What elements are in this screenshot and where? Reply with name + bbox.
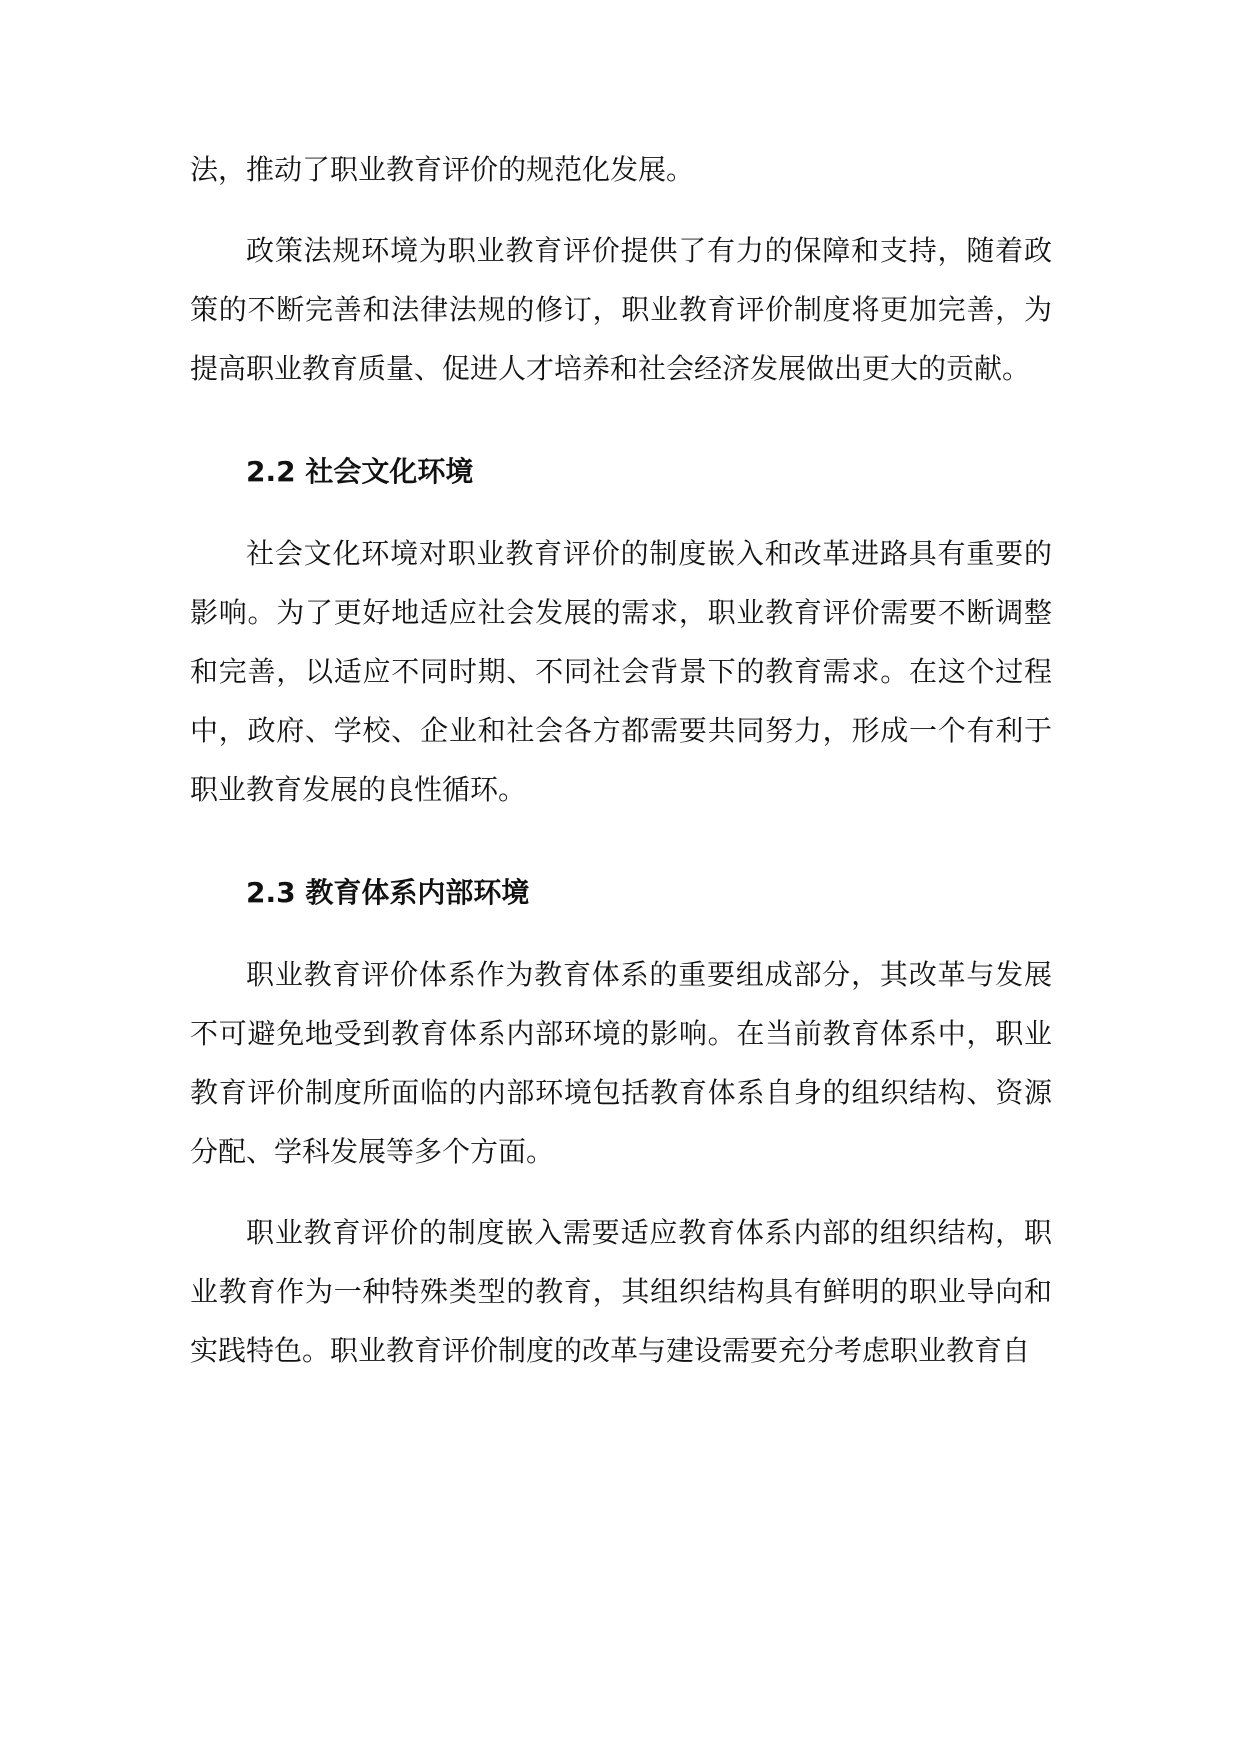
paragraph-continuation: 法，推动了职业教育评价的规范化发展。 <box>190 153 695 186</box>
paragraph-policy-environment-summary: 政策法规环境为职业教育评价提供了有力的保障和支持，随着政策的不断完善和法律法规的修订，职业教育评价制度将更加完善，为提高职业教育质量、促进人才培养和社会经济发展做出更大的贡献。 <box>190 234 1052 385</box>
spacer <box>190 502 1052 524</box>
paragraph-organizational-structure: 职业教育评价的制度嵌入需要适应教育体系内部的组织结构，职业教育作为一种特殊类型的教育，其组织结构具有鲜明的职业导向和实践特色。职业教育评价制度的改革与建设需要充分考虑职业教育自 <box>190 1216 1052 1367</box>
document-body <box>190 140 1052 1380</box>
spacer <box>190 398 1052 442</box>
section-heading-2-3: 2.3 教育体系内部环境 <box>246 876 530 909</box>
paragraph-internal-environment: 职业教育评价体系作为教育体系的重要组成部分，其改革与发展不可避免地受到教育体系内部环境的影响。在当前教育体系中，职业教育评价制度所面临的内部环境包括教育体系自身的组织结构、资源分配、学科发展等多个方面。 <box>190 958 1052 1168</box>
section-heading-2-2: 2.2 社会文化环境 <box>246 455 474 488</box>
spacer <box>190 1181 1052 1203</box>
spacer <box>190 199 1052 221</box>
paragraph-social-culture: 社会文化环境对职业教育评价的制度嵌入和改革进路具有重要的影响。为了更好地适应社会发展的需求，职业教育评价需要不断调整和完善，以适应不同时期、不同社会背景下的教育需求。在这个过程中，政府、学校、企业和社会各方都需要共同努力，形成一个有利于职业教育发展的良性循环。 <box>190 537 1052 806</box>
spacer <box>190 819 1052 863</box>
spacer <box>190 923 1052 945</box>
